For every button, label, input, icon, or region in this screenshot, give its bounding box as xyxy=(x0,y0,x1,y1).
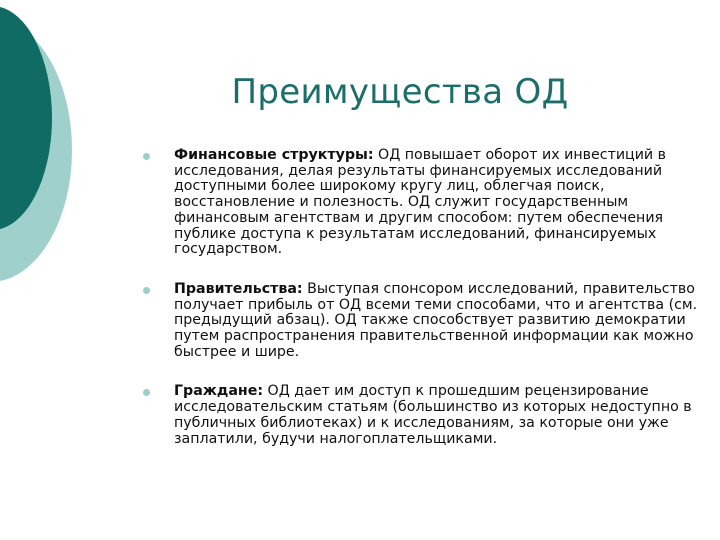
bullet-text: ОД повышает оборот их инвестиций в исследования, делая результаты финансируемых исследований доступными более широкому кругу лиц, облегчая поиск, восстановление и полезность. ОД служит государственным финансовым агентствам и другим способом: путем обеспечения публике доступа к результатам исследований, финансируемых государством. xyxy=(174,147,667,258)
bullet-label: Граждане: xyxy=(174,383,264,400)
decorative-circles xyxy=(0,0,160,300)
bullet-dot-icon xyxy=(143,287,150,294)
bullet-dot-icon xyxy=(143,389,150,396)
bullet-dot-icon xyxy=(143,153,150,160)
slide-title: Преимущества ОД xyxy=(231,72,569,112)
bullet-item-finance xyxy=(140,148,700,258)
bullet-item-citizens xyxy=(140,384,700,447)
bullet-label: Финансовые структуры: xyxy=(174,147,374,163)
bullet-text: Выступая спонсором исследований, правительство получает прибыль от ОД всеми теми способами, что и агентства (см. предыдущий абзац). ОД также способствует развитию демократии путем распространения правительственной информации как можно быстрее и шире. xyxy=(174,280,698,360)
bullet-text: ОД дает им доступ к прошедшим рецензирование исследовательским статьям (большинство из которых недоступно в публичных библиотеках) и к исследованиям, за которые они уже заплатили, будучи налогоплательщиками. xyxy=(174,383,692,447)
bullet-list xyxy=(140,148,700,447)
bullet-label: Правительства: xyxy=(174,280,303,297)
bullet-item-government xyxy=(140,282,700,361)
